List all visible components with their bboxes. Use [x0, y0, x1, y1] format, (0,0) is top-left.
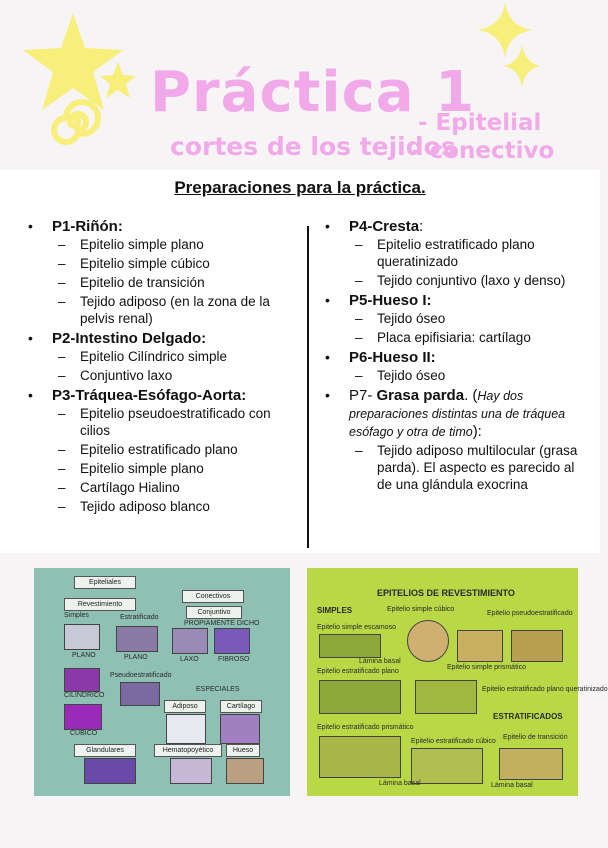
- small-star-icon: [98, 60, 138, 100]
- poster-estr-plano: Epitelio estratificado plano: [317, 668, 399, 675]
- dash-icon: –: [58, 461, 66, 476]
- tissue-item: [52, 293, 298, 327]
- photo-label-plano: PLANO: [72, 652, 96, 659]
- dash-icon: –: [58, 349, 66, 364]
- tissue-label: Epitelio estratificado plano queratinizado: [377, 237, 535, 269]
- column-divider: [307, 226, 309, 548]
- tissue-label: Tejido óseo: [377, 311, 446, 326]
- tissue-item: [52, 460, 298, 477]
- tissue-classification-photo: [34, 568, 290, 796]
- dash-icon: –: [355, 237, 363, 252]
- tissue-item: [349, 442, 587, 493]
- poster-estr-cubico: Epitelio estratificado cúbico: [411, 738, 496, 745]
- preparation-heading: P6-Hueso II:: [349, 349, 436, 366]
- epithelium-diagram: [319, 634, 381, 658]
- photo-label-adiposo: Adiposo: [164, 700, 206, 713]
- tissue-item: [349, 367, 587, 384]
- tissue-item: [52, 479, 298, 496]
- photo-label-especiales: ESPECIALES: [196, 686, 240, 693]
- tissue-image: [84, 758, 136, 784]
- photo-label-propiamente: PROPIAMENTE DICHO: [184, 620, 260, 627]
- tissue-label: Conjuntivo laxo: [80, 368, 173, 383]
- photo-label-hueso: Hueso: [226, 744, 260, 757]
- spiral-icon: [44, 92, 104, 152]
- bullet-icon: •: [325, 349, 330, 365]
- heading-colon: :: [419, 218, 424, 235]
- p7-paren-open: . (: [464, 387, 478, 404]
- poster-prismatico: Epitelio simple prismático: [447, 664, 526, 671]
- photo-label-epiteliales: Epiteliales: [74, 576, 136, 589]
- practice-title: Práctica 1: [150, 60, 476, 125]
- tissue-image: [226, 758, 264, 784]
- photo-label-cilindrico: CILÍNDRICO: [64, 692, 105, 699]
- dash-icon: –: [58, 294, 66, 309]
- dash-icon: –: [58, 406, 66, 421]
- tissue-label: Epitelio estratificado plano: [80, 442, 238, 457]
- right-column: [325, 218, 587, 496]
- poster-escamoso: Epitelio simple escamoso: [317, 624, 396, 631]
- poster-pseudo: Epitelio pseudoestratificado: [487, 610, 573, 617]
- photo-label-revestimiento: Revestimiento: [64, 598, 136, 611]
- tissue-item: [52, 441, 298, 458]
- photo-label-estratificado: Estratificado: [120, 614, 159, 621]
- dash-icon: –: [58, 237, 66, 252]
- tissue-image: [214, 628, 250, 654]
- tissue-label: Tejido óseo: [377, 368, 446, 383]
- bullet-icon: •: [28, 218, 33, 234]
- dash-icon: –: [58, 499, 66, 514]
- epithelium-diagram: [457, 630, 503, 662]
- p7-heading: Grasa parda: [376, 387, 465, 404]
- poster-estratificados: ESTRATIFICADOS: [493, 712, 563, 721]
- tissue-item: [349, 310, 587, 327]
- tissue-image: [166, 714, 206, 744]
- epithelia-poster-photo: [307, 568, 608, 796]
- tissue-image: [120, 682, 160, 706]
- p7-note: Hay dos preparaciones distintas una de tráquea esófago y otra de timo: [349, 389, 566, 439]
- poster-transicion: Epitelio de transición: [503, 734, 568, 741]
- tissue-label: Epitelio simple plano: [80, 461, 204, 476]
- epithelium-diagram: [499, 748, 563, 780]
- tissue-label: Epitelio simple plano: [80, 237, 204, 252]
- small-sparkle-icon: [502, 42, 542, 90]
- tissue-image: [220, 714, 260, 744]
- dash-icon: –: [58, 368, 66, 383]
- dash-icon: –: [355, 330, 363, 345]
- photo-label-simples: Simples: [64, 612, 89, 619]
- tissue-label: Epitelio simple cúbico: [80, 256, 210, 271]
- preparation-heading: P4-Cresta: [349, 218, 420, 235]
- left-column: [28, 218, 298, 518]
- photo-label-glandulares: Glandulares: [74, 744, 136, 757]
- photo-label-cartilago: Cartílago: [220, 700, 262, 713]
- photo-label-plano-2: PLANO: [124, 654, 148, 661]
- poster-estr-prismatico: Epitelio estratificado prismático: [317, 724, 414, 731]
- epithelium-diagram: [319, 736, 401, 778]
- dash-icon: –: [355, 368, 363, 383]
- preparations-sheet: [0, 170, 600, 553]
- p7-paren-close: ):: [472, 423, 482, 440]
- tissue-item: [52, 348, 298, 365]
- tissue-label: Placa epifisiaria: cartílago: [377, 330, 531, 345]
- preparation-item: [28, 330, 298, 384]
- preparation-heading: P3-Tráquea-Esófago-Aorta:: [52, 387, 247, 404]
- tissue-item: [52, 274, 298, 291]
- preparation-item: [28, 387, 298, 515]
- tissue-label: Epitelio Cilíndrico simple: [80, 349, 228, 364]
- tissue-label: Epitelio de transición: [80, 275, 205, 290]
- bullet-icon: •: [325, 387, 330, 403]
- sheet-title: Preparaciones para la práctica.: [174, 178, 426, 197]
- tissue-label: Tejido adiposo (en la zona de la pelvis renal): [80, 294, 270, 326]
- poster-lamina-3: Lámina basal: [491, 782, 533, 789]
- bullet-icon: •: [28, 387, 33, 403]
- preparation-heading: P5-Hueso I:: [349, 292, 432, 309]
- tissue-item: [52, 498, 298, 515]
- tissue-label: Cartílago Hialino: [80, 480, 180, 495]
- photo-label-conjuntivo: Conjuntivo: [186, 606, 242, 619]
- header-decoration: [0, 0, 600, 170]
- epithelium-diagram: [511, 630, 563, 662]
- practice-subtitle: cortes de los tejidos: [170, 132, 456, 161]
- tissue-item: [52, 405, 298, 439]
- subtitle-conectivo: - conectivo: [412, 138, 555, 164]
- subtitle-epitelial: - Epitelial: [418, 110, 542, 136]
- epithelium-diagram: [407, 620, 449, 662]
- tissue-label: Tejido adiposo blanco: [80, 499, 210, 514]
- dash-icon: –: [355, 273, 363, 288]
- dash-icon: –: [355, 443, 363, 458]
- tissue-item: [52, 255, 298, 272]
- preparation-item-p7: [325, 387, 587, 493]
- preparation-item: [325, 218, 587, 289]
- bullet-icon: •: [28, 330, 33, 346]
- bullet-icon: •: [325, 218, 330, 234]
- tissue-item: [349, 272, 587, 289]
- tissue-image: [64, 704, 102, 730]
- epithelium-diagram: [319, 680, 401, 714]
- tissue-label: Tejido adiposo multilocular (grasa parda). El aspecto es parecido al de una glándula exocrina: [377, 443, 578, 492]
- tissue-image: [170, 758, 212, 784]
- dash-icon: –: [58, 256, 66, 271]
- preparation-item: [325, 292, 587, 346]
- poster-title: EPITELIOS DE REVESTIMIENTO: [377, 588, 515, 598]
- photo-label-hematopoyetico: Hematopoyético: [154, 744, 222, 757]
- poster-simple-cubico: Epitelio simple cúbico: [387, 606, 455, 613]
- tissue-image: [64, 624, 100, 650]
- poster-lamina-1: Lámina basal: [359, 658, 401, 665]
- poster-estr-plano-queratin: Epitelio estratificado plano queratinizado: [482, 686, 608, 693]
- preparation-item: [325, 349, 587, 384]
- epithelium-diagram: [411, 748, 483, 784]
- dash-icon: –: [58, 442, 66, 457]
- tissue-image: [116, 626, 158, 652]
- tissue-item: [349, 236, 587, 270]
- tissue-image: [64, 668, 100, 692]
- poster-lamina-2: Lámina basal: [379, 780, 421, 787]
- tissue-image: [172, 628, 208, 654]
- bullet-icon: •: [325, 292, 330, 308]
- poster-simples: SIMPLES: [317, 606, 353, 615]
- photo-label-laxo: LAXO: [180, 656, 199, 663]
- dash-icon: –: [58, 480, 66, 495]
- tissue-item: [52, 367, 298, 384]
- tissue-item: [349, 329, 587, 346]
- tissue-label: Tejido conjuntivo (laxo y denso): [377, 273, 566, 288]
- epithelium-diagram: [415, 680, 477, 714]
- photo-label-fibroso: FIBROSO: [218, 656, 250, 663]
- photo-label-cubico: CÚBICO: [70, 730, 98, 737]
- dash-icon: –: [355, 311, 363, 326]
- preparation-item: [28, 218, 298, 327]
- dash-icon: –: [58, 275, 66, 290]
- tissue-label: Epitelio pseudoestratificado con cilios: [80, 406, 271, 438]
- preparation-heading: P2-Intestino Delgado:: [52, 330, 207, 347]
- photo-label-pseudo: Pseudoestratificado: [110, 672, 172, 679]
- preparation-heading: P1-Riñón:: [52, 218, 123, 235]
- p7-prefix: P7-: [349, 387, 377, 404]
- tissue-item: [52, 236, 298, 253]
- photo-label-conectivos: Conectivos: [182, 590, 244, 603]
